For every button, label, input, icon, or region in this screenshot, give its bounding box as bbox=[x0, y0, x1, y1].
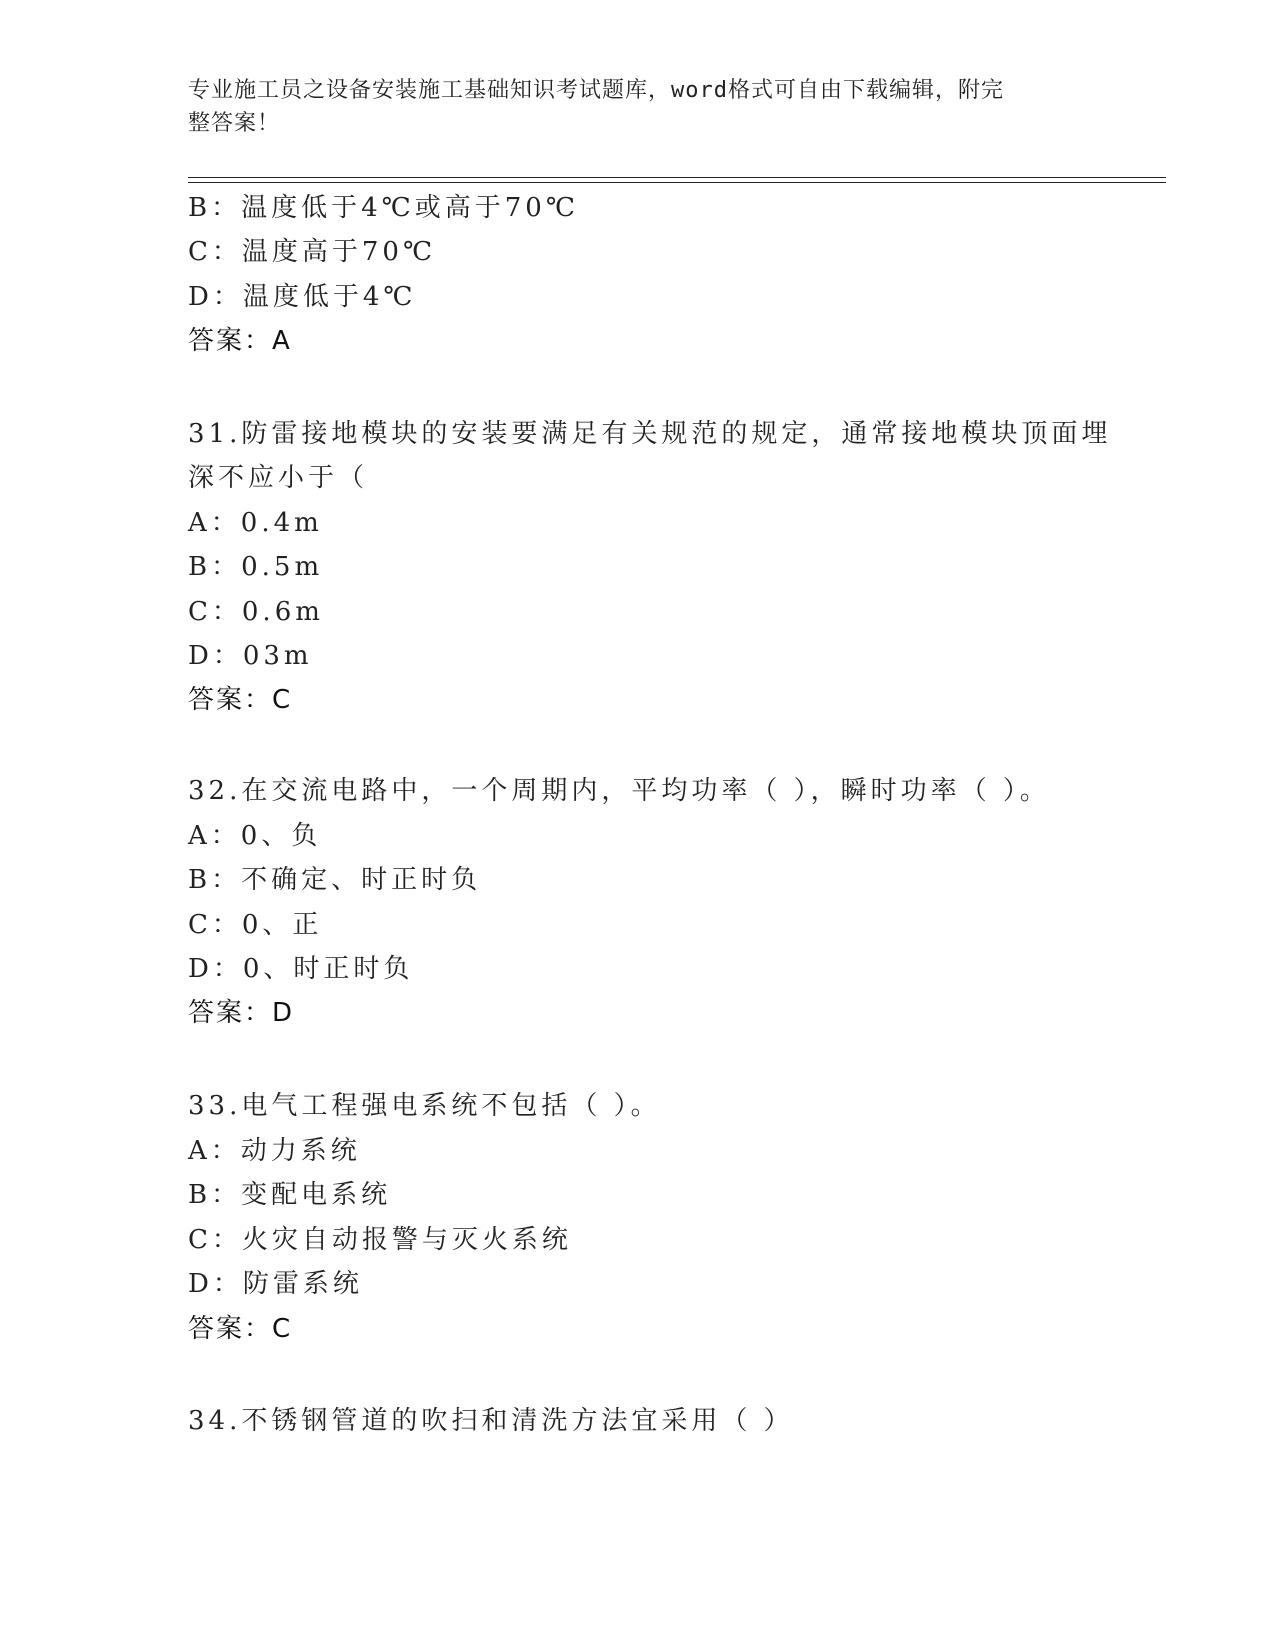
document-header bbox=[188, 74, 1088, 140]
q33-answer: 答案：C bbox=[188, 1314, 293, 1344]
q33-option-d: D：防雷系统 bbox=[188, 1269, 363, 1299]
q33-option-b: B：变配电系统 bbox=[188, 1180, 392, 1210]
q32-option-c: C：0、正 bbox=[188, 910, 323, 940]
header-divider-bottom bbox=[188, 182, 1166, 183]
q33-stem: 33.电气工程强电系统不包括（ ）。 bbox=[188, 1091, 661, 1121]
q32-option-d: D：0、时正时负 bbox=[188, 954, 414, 984]
q31-option-c: C：0.6m bbox=[188, 597, 324, 627]
q32-answer: 答案：D bbox=[188, 998, 295, 1028]
q31-stem-line1: 31.防雷接地模块的安装要满足有关规范的规定，通常接地模块顶面埋 bbox=[188, 419, 1112, 449]
q32-option-b: B：不确定、时正时负 bbox=[188, 865, 482, 895]
q31-option-d: D：03m bbox=[188, 641, 313, 671]
header-divider-top bbox=[188, 177, 1166, 178]
q34-stem: 34.不锈钢管道的吹扫和清洗方法宜采用（ ） bbox=[188, 1406, 794, 1436]
q30-answer: 答案：A bbox=[188, 326, 292, 356]
q31-answer: 答案：C bbox=[188, 685, 293, 715]
q30-option-c: C：温度高于70℃ bbox=[188, 237, 437, 267]
q33-option-a: A：动力系统 bbox=[188, 1136, 361, 1166]
q31-stem-line2: 深不应小于（ bbox=[188, 463, 369, 493]
q32-stem: 32.在交流电路中，一个周期内，平均功率（ ），瞬时功率（ ）。 bbox=[188, 776, 1050, 806]
q32-option-a: A：0、负 bbox=[188, 821, 322, 851]
q31-option-a: A：0.4m bbox=[188, 508, 323, 538]
q33-option-c: C：火灾自动报警与灭火系统 bbox=[188, 1225, 572, 1255]
header-title-line2: 整答案！ bbox=[188, 111, 281, 136]
header-title-line1: 专业施工员之设备安装施工基础知识考试题库，word格式可自由下载编辑，附完 bbox=[188, 78, 1004, 103]
q30-option-d: D：温度低于4℃ bbox=[188, 282, 417, 312]
q31-option-b: B：0.5m bbox=[188, 552, 324, 582]
q30-option-b: B：温度低于4℃或高于70℃ bbox=[188, 193, 579, 223]
